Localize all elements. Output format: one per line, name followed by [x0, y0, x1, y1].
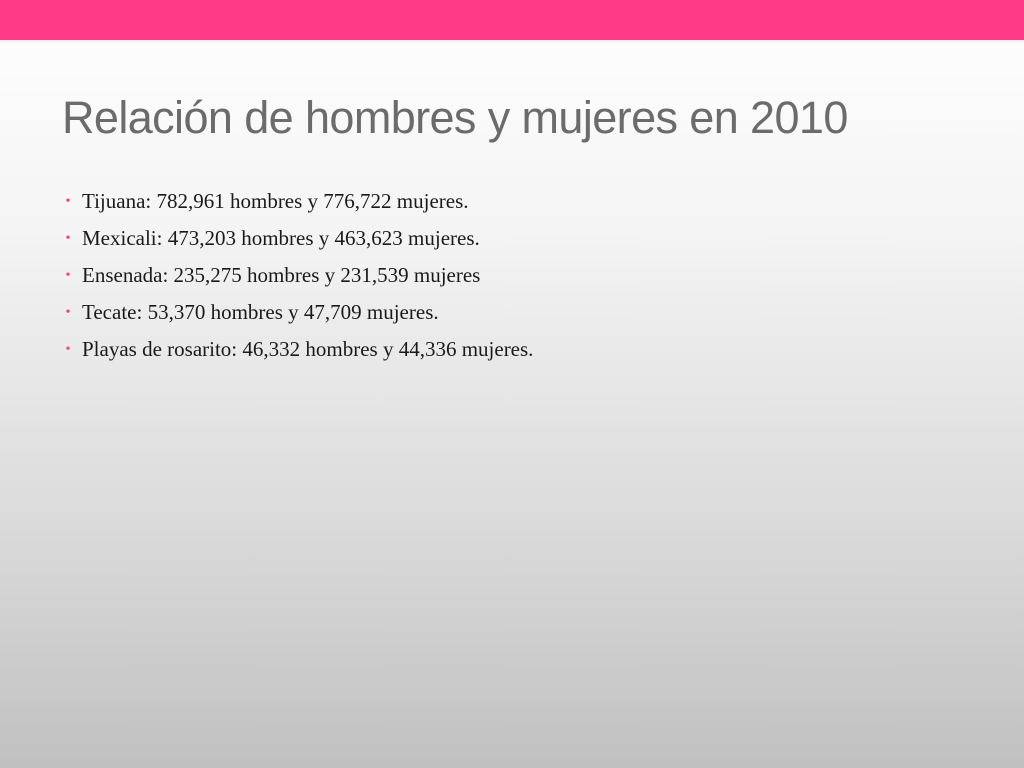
bullet-item-tecate: [62, 294, 962, 331]
bullet-item-tijuana: [62, 183, 962, 220]
bullet-icon: •: [65, 342, 71, 357]
bullet-list: [62, 183, 962, 368]
accent-band: [0, 0, 1024, 40]
bullet-icon: •: [65, 305, 71, 320]
bullet-item-ensenada: [62, 257, 962, 294]
slide-title: Relación de hombres y mujeres en 2010: [62, 92, 848, 143]
bullet-icon: •: [65, 231, 71, 246]
bullet-item-playas-de-rosarito: [62, 331, 962, 368]
bullet-text: Tijuana: 782,961 hombres y 776,722 mujeres.: [82, 189, 469, 213]
bullet-text: Tecate: 53,370 hombres y 47,709 mujeres.: [82, 300, 439, 324]
bullet-text: Mexicali: 473,203 hombres y 463,623 mujeres.: [82, 226, 480, 250]
bullet-text: Playas de rosarito: 46,332 hombres y 44,336 mujeres.: [82, 337, 534, 361]
bullet-item-mexicali: [62, 220, 962, 257]
accent-band-shadow: [0, 40, 1024, 44]
bullet-icon: •: [65, 268, 71, 283]
bullet-text: Ensenada: 235,275 hombres y 231,539 mujeres: [82, 263, 481, 287]
bullet-icon: •: [65, 194, 71, 209]
